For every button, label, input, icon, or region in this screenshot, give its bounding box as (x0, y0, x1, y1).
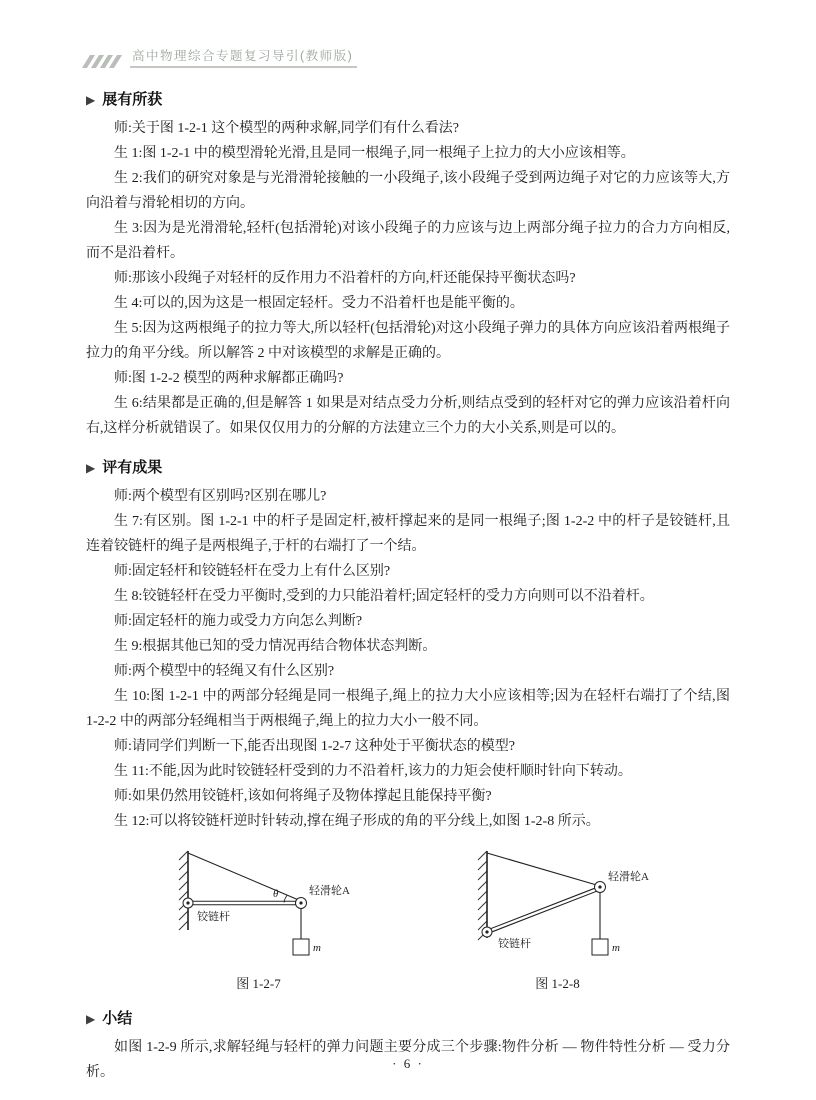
pulley-pin (598, 885, 601, 888)
pulley-label: 轻滑轮A (608, 871, 649, 883)
paragraph: 师:关于图 1-2-1 这个模型的两种求解,同学们有什么看法? (114, 121, 459, 136)
figure-caption: 图 1-2-8 (535, 976, 580, 991)
paragraph: 师:图 1-2-2 模型的两种求解都正确吗? (114, 371, 344, 386)
rope-line (188, 853, 301, 901)
wall-hatching (478, 851, 487, 940)
figure-caption: 图 1-2-7 (236, 976, 281, 991)
figure-1-2-7 (141, 846, 376, 992)
section-heading-3 (86, 1007, 730, 1028)
figures-row (86, 846, 730, 992)
section-heading-2 (86, 456, 730, 477)
header-slashes-decoration (86, 55, 122, 68)
paragraph: 师:那该小段绳子对轻杆的反作用力不沿着杆的方向,杆还能保持平衡状态吗? (114, 271, 576, 286)
paragraph: 师:固定轻杆的施力或受力方向怎么判断? (114, 614, 363, 629)
mass-label: m (612, 942, 620, 954)
paragraph: 生 1:图 1-2-1 中的模型滑轮光滑,且是同一根绳子,同一根绳子上拉力的大小应该相等。 (114, 146, 635, 161)
paragraph: 生 12:可以将铰链杆逆时针转动,撑在绳子形成的角的平分线上,如图 1-2-8 所示。 (114, 814, 600, 829)
paragraph: 生 4:可以的,因为这是一根固定轻杆。受力不沿着杆也是能平衡的。 (114, 296, 524, 311)
paragraph: 师:两个模型有区别吗?区别在哪儿? (114, 489, 327, 504)
paragraph: 生 9:根据其他已知的受力情况再结合物体状态判断。 (114, 639, 437, 654)
mass-label: m (313, 942, 321, 954)
pulley-label: 轻滑轮A (309, 885, 350, 897)
paragraph: 师:两个模型中的轻绳又有什么区别? (114, 664, 335, 679)
paragraph: 生 11:不能,因为此时铰链轻杆受到的力不沿着杆,该力的力矩会使杆顺时针向下转动。 (114, 764, 632, 779)
triangle-marker-icon: ▶ (86, 92, 96, 107)
triangle-marker-icon: ▶ (86, 460, 96, 475)
header-title: 高中物理综合专题复习导引(教师版) (130, 46, 357, 68)
paragraph: 师:固定轻杆和铰链轻杆在受力上有什么区别? (114, 564, 391, 579)
paragraph: 生 5:因为这两根绳子的拉力等大,所以轻杆(包括滑轮)对这小段绳子弹力的具体方向应该沿着两根绳子拉力的角平分线。所以解答 2 中对该模型的求解是正确的。 (86, 321, 730, 361)
paragraph: 如图 1-2-9 所示,求解轻绳与轻杆的弹力问题主要分成三个步骤:物件分析 — 物件特性分析 — 受力分析。 (86, 1040, 730, 1080)
page-number: · 6 · (392, 1056, 424, 1071)
rod-label: 铰链杆 (197, 911, 230, 923)
mass-box (592, 939, 608, 955)
triangle-marker-icon: ▶ (86, 1011, 96, 1026)
rod-label: 铰链杆 (498, 938, 531, 950)
rod-core (488, 889, 599, 932)
paragraph: 生 8:铰链轻杆在受力平衡时,受到的力只能沿着杆;固定轻杆的受力方向则可以不沿着杆。 (114, 589, 654, 604)
paragraph: 生 10:图 1-2-1 中的两部分轻绳是同一根绳子,绳上的拉力大小应该相等;因为在轻杆右端打了个结,图 1-2-2 中的两部分轻绳相当于两根绳子,绳上的拉力大小一般不同。 (86, 689, 730, 729)
hinge-pin (186, 901, 189, 904)
section-heading-1 (86, 88, 730, 109)
section-title: 小结 (102, 1010, 133, 1027)
page-header (86, 46, 730, 68)
figure-1-2-8-diagram (440, 846, 675, 968)
mass-box (293, 939, 309, 955)
wall-hatching (179, 851, 188, 930)
paragraph: 生 3:因为是光滑滑轮,轻杆(包括滑轮)对该小段绳子的力应该与边上两部分绳子拉力的合力方向相反,而不是沿着杆。 (86, 221, 730, 261)
paragraph: 生 6:结果都是正确的,但是解答 1 如果是对结点受力分析,则结点受到的轻杆对它的弹力应该沿着杆向右,这样分析就错误了。如果仅仅用力的分解的方法建立三个力的大小关系,则是可以的。 (86, 396, 730, 436)
paragraph: 师:如果仍然用铰链杆,该如何将绳子及物体撑起且能保持平衡? (114, 789, 492, 804)
angle-label: θ (273, 888, 279, 900)
hinge-pin (485, 930, 488, 933)
section-title: 评有成果 (102, 459, 163, 476)
paragraph: 师:请同学们判断一下,能否出现图 1-2-7 这种处于平衡状态的模型? (114, 739, 515, 754)
figure-1-2-7-diagram (141, 846, 376, 968)
paragraph: 生 2:我们的研究对象是与光滑滑轮接触的一小段绳子,该小段绳子受到两边绳子对它的力应该等大,方向沿着与滑轮相切的方向。 (86, 171, 730, 211)
paragraph: 生 7:有区别。图 1-2-1 中的杆子是固定杆,被杆撑起来的是同一根绳子;图 1-2-2 中的杆子是铰链杆,且连着铰链杆的绳子是两根绳子,于杆的右端打了一个结。 (86, 514, 730, 554)
rope-line (487, 853, 600, 886)
pulley-pin (299, 901, 302, 904)
figure-1-2-8 (440, 846, 675, 992)
section-title: 展有所获 (102, 91, 163, 108)
